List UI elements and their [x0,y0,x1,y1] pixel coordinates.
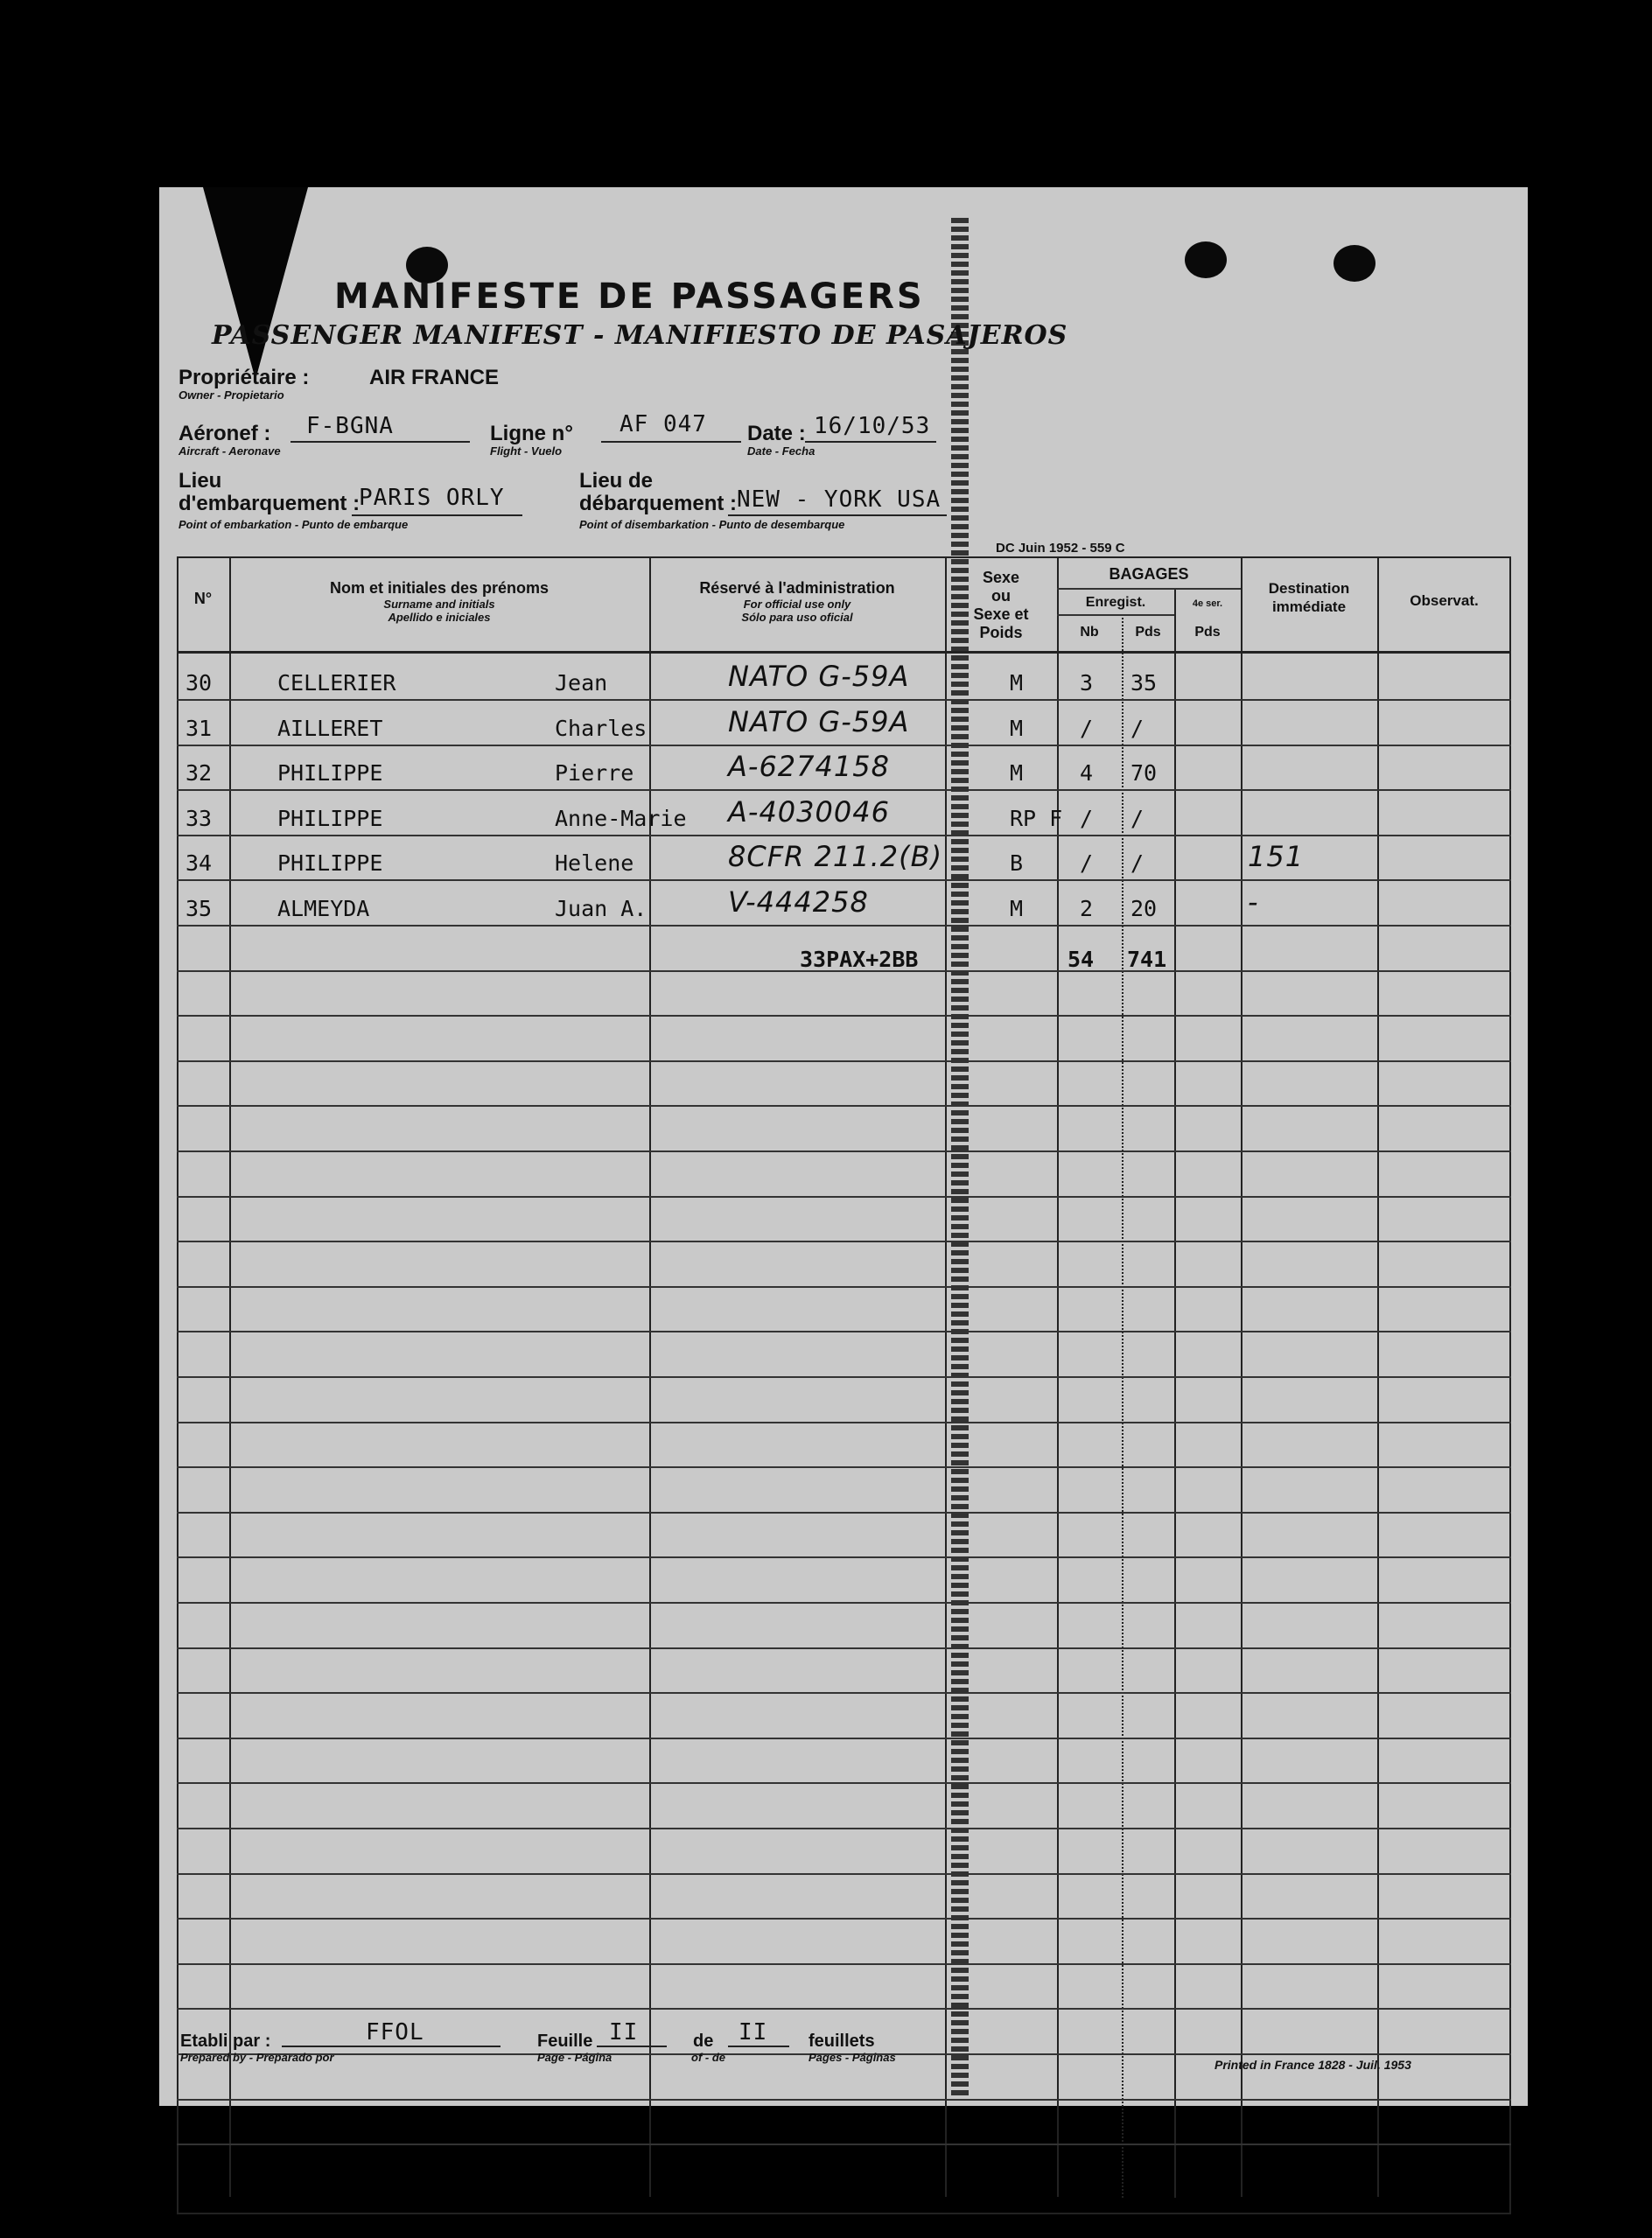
row-first-name: Jean [555,670,608,696]
aircraft-underline [290,441,470,443]
row-sex: M [1010,896,1024,921]
row-line [177,1060,1511,1062]
embark-label2: d'embarquement : [178,492,360,515]
embark-underline [352,514,522,516]
row-line [177,1873,1511,1875]
row-surname: CELLERIER [277,670,396,696]
row-line [177,879,1511,881]
pages-label: feuillets [808,2032,875,2051]
header-admin-main: Réservé à l'administration [699,579,895,597]
prepared-by-sublabel: Prepared by - Preparado por [180,2051,334,2064]
row-line [177,835,1511,836]
manifest-subtitle: PASSENGER MANIFEST - MANIFIESTO DE PASAJEROS [212,320,1068,351]
row-bag-count: 3 [1080,670,1094,696]
row-line [177,1196,1511,1198]
row-line [177,1828,1511,1829]
aircraft-value: F-BGNA [306,413,394,439]
flight-sublabel: Flight - Vuelo [490,444,563,458]
header-name-sub2: Apellido e iniciales [388,611,491,624]
row-number: 34 [186,850,213,877]
row-sex: M [1010,715,1024,741]
row-surname: ALMEYDA [277,896,370,921]
disembark-value: NEW - YORK USA [737,486,942,513]
row-line [177,1647,1511,1649]
header-other-pds: Pds [1194,625,1221,640]
owner-value: AIR FRANCE [369,366,499,389]
header-pds: Pds [1135,625,1161,640]
date-underline [805,441,936,443]
flight-underline [601,441,741,443]
header-admin-sub2: Sólo para uso oficial [741,611,853,624]
aircraft-sublabel: Aircraft - Aeronave [178,444,281,458]
row-line [177,2144,1511,2145]
row-line [177,1738,1511,1739]
header-destination-1: Destination [1268,580,1350,597]
row-surname: PHILIPPE [277,805,383,831]
manifest-title: MANIFESTE DE PASSAGERS [334,276,925,317]
header-destination [1241,579,1377,616]
enregist-header-line [1057,614,1174,616]
row-line [177,1556,1511,1558]
row-line [177,789,1511,791]
table-header-divider [177,651,1511,654]
bagages-header-line [1057,588,1241,590]
row-number: 30 [186,670,213,696]
row-bag-count: 2 [1080,896,1094,921]
disembark-label1: Lieu de [579,469,654,493]
owner-sublabel: Owner - Propietario [178,388,284,402]
disembark-sublabel: Point of disembarkation - Punto de desembarque [579,518,845,531]
row-first-name: Charles [555,715,648,741]
prepared-by-underline [282,2046,500,2047]
row-admin-note: V-444258 [728,885,869,919]
row-line [177,1286,1511,1288]
header-observations: Observat. [1410,592,1479,609]
pages-sublabel: Pages - Páginas [808,2051,896,2064]
header-bagages: BAGAGES [1109,565,1189,583]
row-destination: 151 [1248,840,1305,874]
flight-label: Ligne n° [490,422,573,445]
prepared-by-label: Etabli par : [180,2032,271,2051]
prepared-by-value: FFOL [366,2019,424,2046]
header-admin-sub1: For official use only [743,598,851,611]
of-underline [728,2046,789,2047]
of-label: de [693,2032,714,2051]
total-bag-count: 54 [1068,947,1095,972]
row-admin-note: A-4030046 [728,794,890,829]
printed-note: Printed in France 1828 - Juil. 1953 [1214,2058,1411,2072]
punch-hole [1185,241,1227,278]
row-line [177,1963,1511,1965]
row-line [177,1602,1511,1604]
header-sex-4: Poids [979,624,1023,641]
row-bag-count: / [1080,715,1094,741]
row-number: 33 [186,805,213,831]
punch-hole [1334,245,1376,282]
aircraft-label: Aéronef : [178,422,271,445]
owner-label: Propriétaire : [178,366,310,389]
disembark-label2: débarquement : [579,492,738,515]
date-label: Date : [747,422,806,445]
row-surname: AILLERET [277,715,383,741]
row-sex: RP F [1010,805,1063,831]
row-admin-note: A-6274158 [728,750,890,784]
row-admin-note: NATO G-59A [728,660,910,693]
scan-shadow [203,187,308,380]
row-line [177,745,1511,746]
disembark-underline [728,514,947,516]
of-sublabel: of - de [691,2051,725,2064]
header-nb: Nb [1080,625,1099,640]
row-bag-weight: 20 [1130,896,1158,921]
date-value: 16/10/53 [814,413,931,439]
row-line [177,1782,1511,1784]
page-label: Feuille [537,2032,593,2051]
row-line [177,2099,1511,2101]
row-line [177,699,1511,701]
form-code: DC Juin 1952 - 559 C [996,541,1125,556]
header-name [229,579,649,624]
row-bag-weight: / [1130,850,1144,877]
embark-value: PARIS ORLY [359,485,505,511]
row-first-name: Helene [555,850,634,877]
header-name-main: Nom et initiales des prénoms [329,579,550,597]
row-first-name: Juan A. [555,896,648,921]
row-line [177,1692,1511,1694]
flight-value: AF 047 [620,411,707,437]
header-sex-2: ou [991,587,1011,605]
header-sex-3: Sexe et [973,605,1029,623]
row-surname: PHILIPPE [277,850,383,877]
row-line [177,1376,1511,1378]
row-line [177,2008,1511,2010]
page-underline [597,2046,667,2047]
column-divider-nb [1122,614,1124,2198]
row-first-name: Pierre [555,760,634,787]
row-bag-count: 4 [1080,760,1094,787]
row-number: 35 [186,896,213,921]
row-sex: M [1010,760,1024,787]
row-line [177,1241,1511,1242]
embark-sublabel: Point of embarkation - Punto de embarque [178,518,409,531]
header-sex-1: Sexe [982,569,1020,586]
of-value: II [738,2019,768,2046]
row-bag-weight: / [1130,805,1144,831]
row-line [177,1331,1511,1332]
header-enregist: Enregist. [1085,595,1146,610]
row-number: 32 [186,760,213,787]
header-admin [649,579,945,624]
column-divider-pds [1174,588,1176,2198]
row-bag-count: / [1080,850,1094,877]
row-number: 31 [186,715,213,741]
row-bag-weight: 70 [1130,760,1158,787]
row-bag-count: / [1080,805,1094,831]
row-bag-weight: / [1130,715,1144,741]
row-line [177,1466,1511,1468]
row-line [177,925,1511,927]
page-value: II [609,2019,639,2046]
row-line [177,1422,1511,1423]
row-line [177,1105,1511,1107]
header-no: N° [193,590,213,607]
manifest-sheet [159,187,1528,2106]
row-line [177,1918,1511,1920]
header-name-sub1: Surname and initials [383,598,495,611]
date-sublabel: Date - Fecha [747,444,816,458]
row-line [177,1512,1511,1514]
row-sex: M [1010,670,1024,696]
row-admin-note: NATO G-59A [728,704,910,738]
total-pax: 33PAX+2BB [800,947,919,972]
row-first-name: Anne-Marie [555,805,687,831]
header-other: 4e ser. [1192,598,1223,609]
header-destination-2: immédiate [1271,598,1347,615]
row-bag-weight: 35 [1130,670,1158,696]
total-bag-weight: 741 [1127,947,1167,972]
row-line [177,1150,1511,1152]
page-sublabel: Page - Página [537,2051,612,2064]
embark-label1: Lieu [178,469,222,493]
row-sex: B [1010,850,1024,877]
row-line [177,1015,1511,1017]
header-sex [945,569,1057,642]
row-destination: - [1248,885,1259,919]
row-admin-note: 8CFR 211.2(B) [728,840,943,874]
row-surname: PHILIPPE [277,760,383,787]
